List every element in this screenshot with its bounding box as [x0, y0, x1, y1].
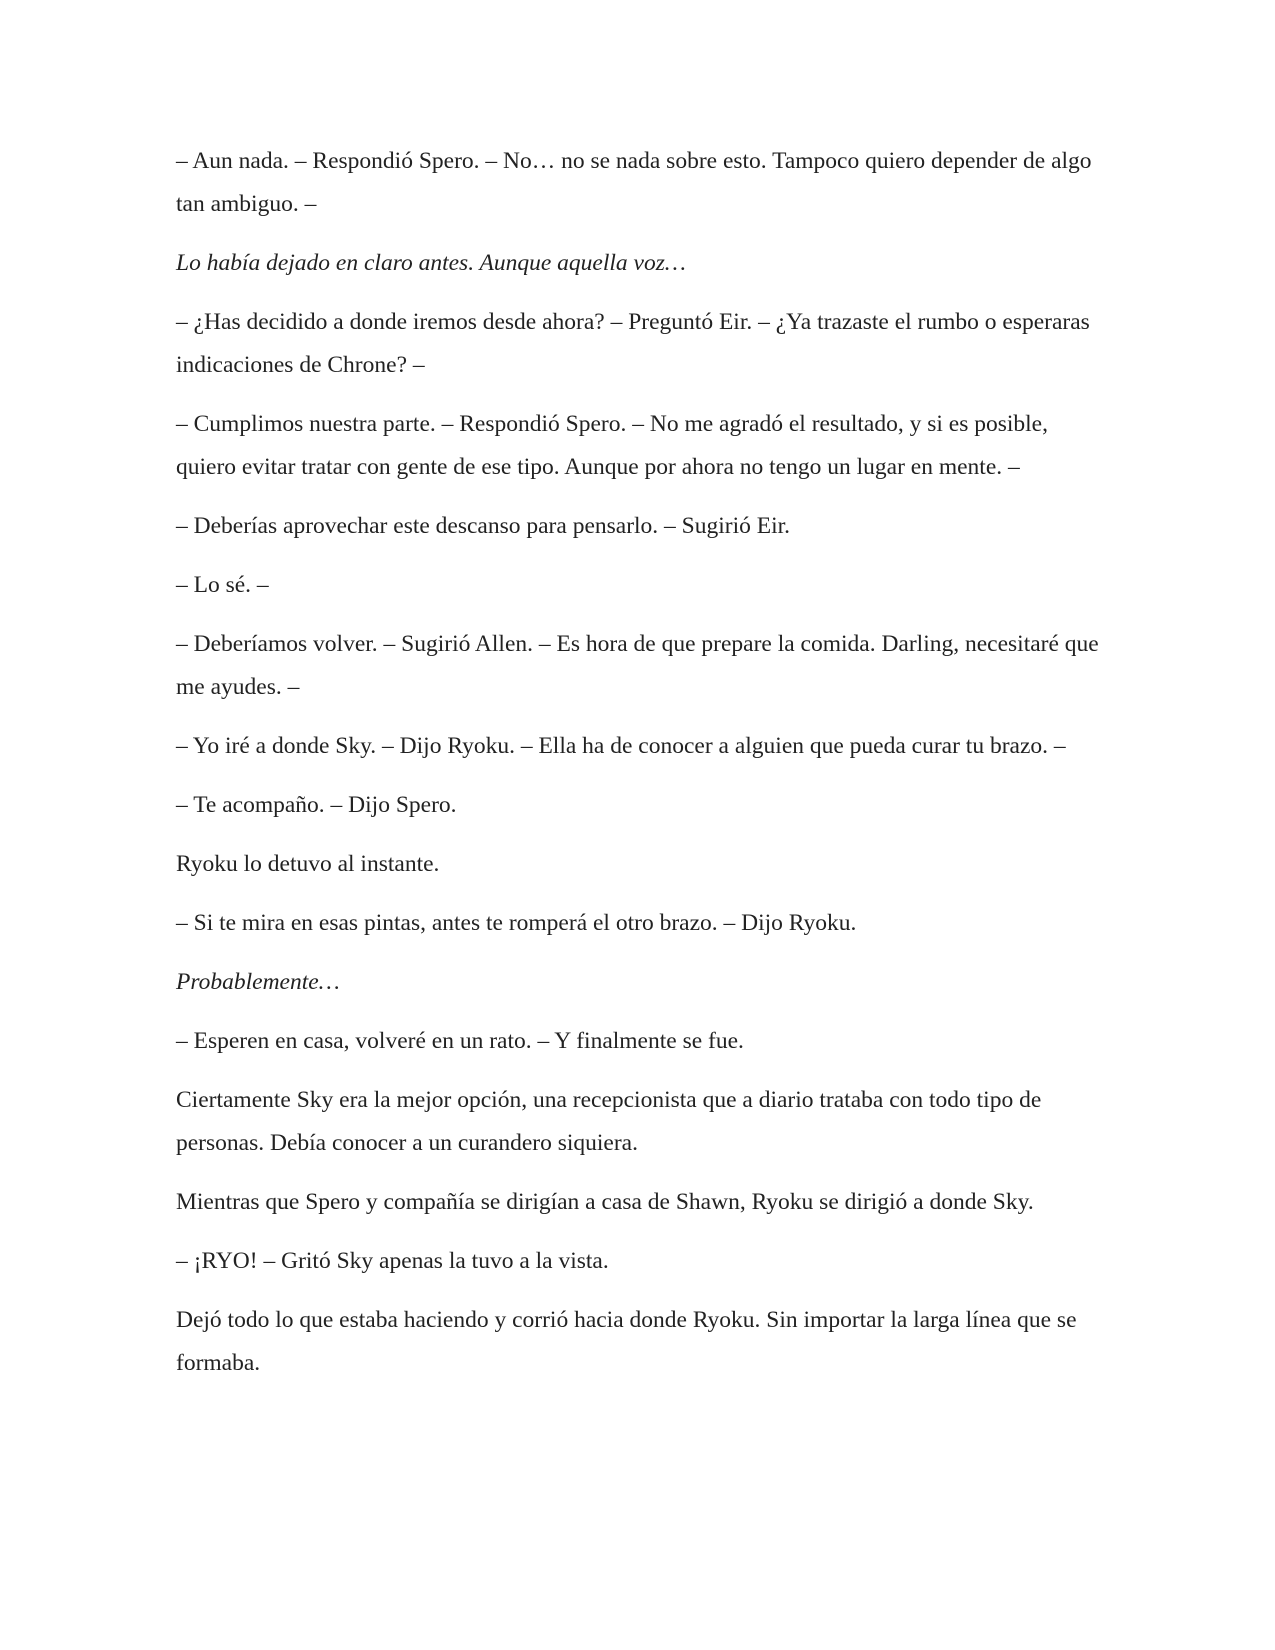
paragraph: Ryoku lo detuvo al instante.	[176, 851, 440, 877]
paragraph: – Esperen en casa, volveré en un rato. – Y finalmente se fue.	[176, 1028, 744, 1054]
paragraph: Dejó todo lo que estaba haciendo y corrió hacia donde Ryoku. Sin importar la larga línea que se formaba.	[176, 1307, 1077, 1376]
paragraph: – Deberíamos volver. – Sugirió Allen. – Es hora de que prepare la comida. Darling, necesitaré que me ayudes. –	[176, 631, 1099, 700]
paragraph-italic: Lo había dejado en claro antes. Aunque aquella voz…	[176, 250, 686, 276]
paragraph: – Te acompaño. – Dijo Spero.	[176, 792, 457, 818]
paragraph: – ¿Has decidido a donde iremos desde ahora? – Preguntó Eir. – ¿Ya trazaste el rumbo o esperaras indicaciones de Chrone? –	[176, 309, 1090, 378]
paragraph: – Lo sé. –	[176, 572, 269, 598]
paragraph: – Aun nada. – Respondió Spero. – No… no se nada sobre esto. Tampoco quiero depender de algo tan ambiguo. –	[176, 148, 1092, 217]
paragraph: – Yo iré a donde Sky. – Dijo Ryoku. – Ella ha de conocer a alguien que pueda curar tu brazo. –	[176, 733, 1066, 759]
paragraph: Ciertamente Sky era la mejor opción, una recepcionista que a diario trataba con todo tipo de personas. Debía conocer a un curandero siquiera.	[176, 1087, 1042, 1156]
paragraph: Mientras que Spero y compañía se dirigían a casa de Shawn, Ryoku se dirigió a donde Sky.	[176, 1189, 1034, 1215]
paragraph: – Deberías aprovechar este descanso para pensarlo. – Sugirió Eir.	[176, 513, 791, 539]
paragraph: – Si te mira en esas pintas, antes te romperá el otro brazo. – Dijo Ryoku.	[176, 910, 857, 936]
paragraph: – ¡RYO! – Gritó Sky apenas la tuvo a la vista.	[176, 1248, 609, 1274]
document-page	[176, 140, 1106, 1401]
paragraph: – Cumplimos nuestra parte. – Respondió Spero. – No me agradó el resultado, y si es posible, quiero evitar tratar con gente de ese tipo. Aunque por ahora no tengo un lugar en mente. –	[176, 411, 1048, 480]
paragraph-italic: Probablemente…	[176, 969, 340, 995]
